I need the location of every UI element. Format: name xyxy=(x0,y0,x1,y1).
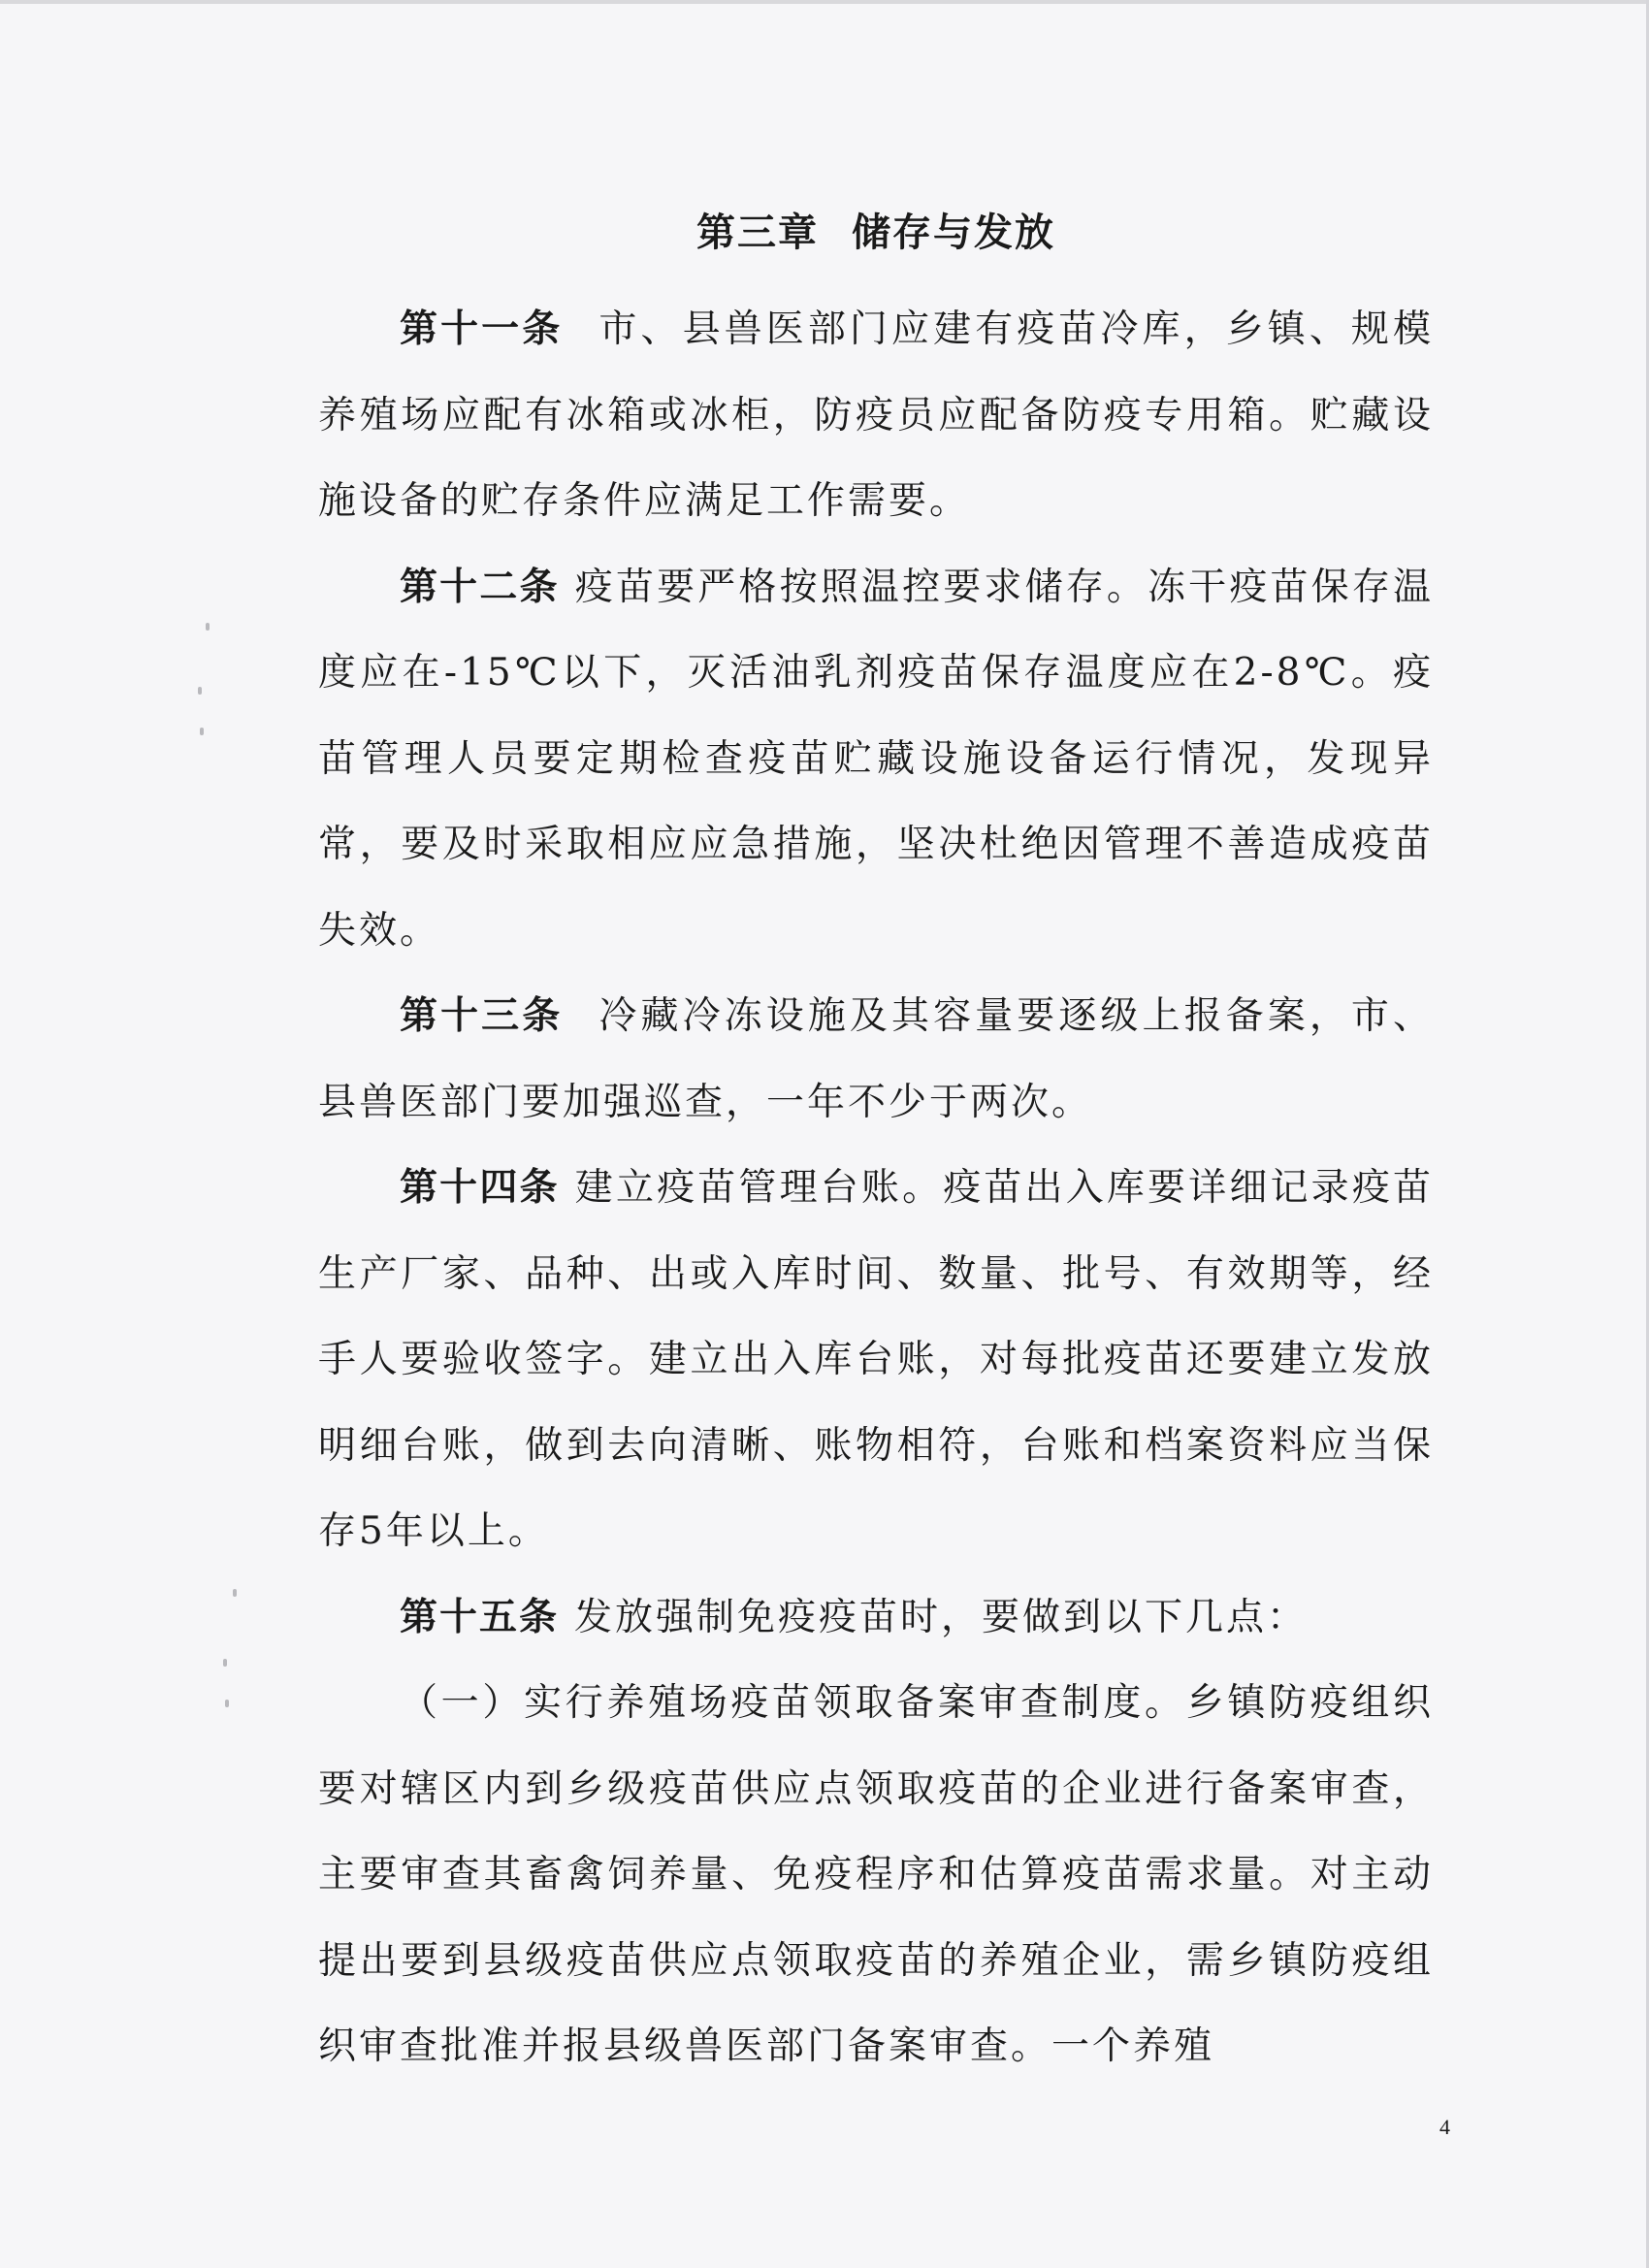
article-12 xyxy=(318,545,1434,975)
document-body xyxy=(318,204,1434,2090)
binding-hole-mark xyxy=(233,1589,237,1597)
page-top-edge xyxy=(0,0,1649,4)
binding-hole-mark xyxy=(225,1700,229,1707)
article-label: 第十二条 xyxy=(400,565,560,609)
article-11 xyxy=(318,287,1434,545)
article-label: 第十三条 xyxy=(400,994,564,1038)
page-number: 4 xyxy=(1439,2115,1450,2139)
chapter-title xyxy=(318,204,1434,262)
article-label: 第十一条 xyxy=(400,308,564,351)
article-13 xyxy=(318,974,1434,1146)
article-14 xyxy=(318,1146,1434,1575)
article-15 xyxy=(318,1575,1434,1662)
article-text: 发放强制免疫疫苗时，要做到以下几点： xyxy=(574,1595,1309,1639)
binding-hole-mark xyxy=(206,623,210,631)
article-label: 第十五条 xyxy=(400,1595,560,1639)
binding-hole-mark xyxy=(198,687,202,695)
chapter-name: 储存与发放 xyxy=(852,211,1055,255)
article-label: 第十四条 xyxy=(400,1166,560,1210)
binding-hole-mark xyxy=(223,1659,227,1667)
article-15-item-1: （一）实行养殖场疫苗领取备案审查制度。乡镇防疫组织要对辖区内到乡级疫苗供应点领取疫苗的企业进行备案审查，主要审查其畜禽饲养量、免疫程序和估算疫苗需求量。对主动提出要到县级疫苗供应点领取疫苗的养殖企业，需乡镇防疫组织审查批准并报县级兽医部门备案审查。一个养殖 xyxy=(318,1681,1434,2068)
article-text: 市、县兽医部门应建有疫苗冷库，乡镇、规模养殖场应配有冰箱或冰柜，防疫员应配备防疫专用箱。贮藏设施设备的贮存条件应满足工作需要。 xyxy=(318,308,1434,523)
chapter-number: 第三章 xyxy=(696,211,819,255)
binding-hole-mark xyxy=(200,728,204,735)
article-text: 疫苗要严格按照温控要求储存。冻干疫苗保存温度应在-15℃以下，灭活油乳剂疫苗保存温度应在2-8℃。疫苗管理人员要定期检查疫苗贮藏设施设备运行情况，发现异常，要及时采取相应应急措施，坚决杜绝因管理不善造成疫苗失效。 xyxy=(318,565,1434,953)
article-text: 冷藏冷冻设施及其容量要逐级上报备案，市、县兽医部门要加强巡查，一年不少于两次。 xyxy=(318,994,1434,1124)
article-text: 建立疫苗管理台账。疫苗出入库要详细记录疫苗生产厂家、品种、出或入库时间、数量、批号、有效期等，经手人要验收签字。建立出入库台账，对每批疫苗还要建立发放明细台账，做到去向清晰、账物相符，台账和档案资料应当保存5年以上。 xyxy=(318,1166,1434,1553)
